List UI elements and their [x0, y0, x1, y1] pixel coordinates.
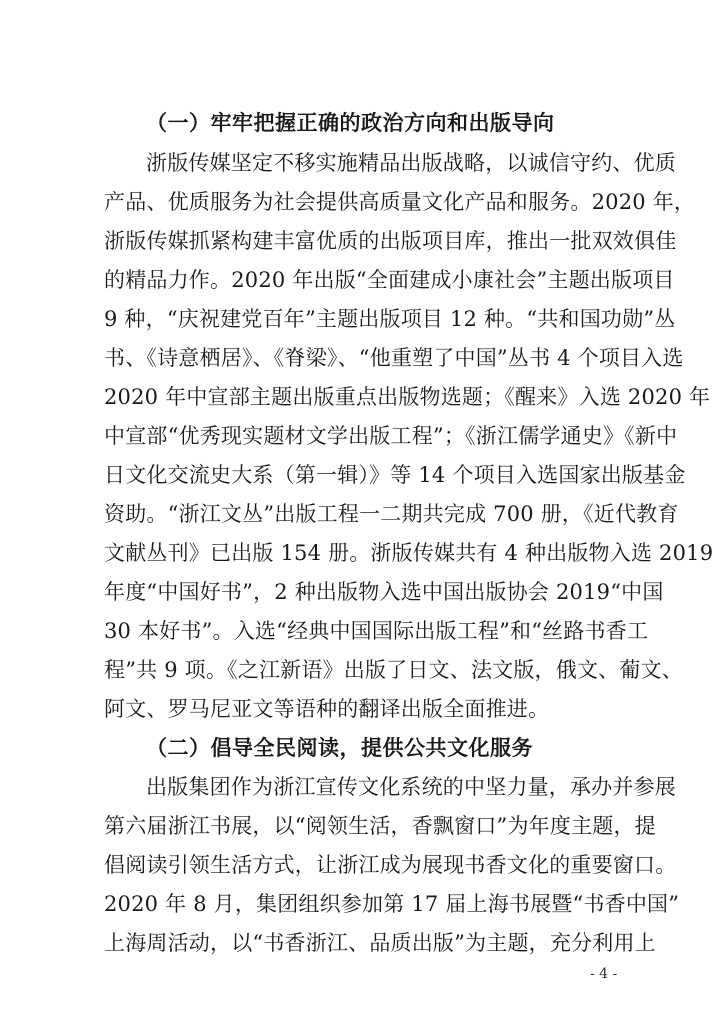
section-1-line-14: 程”共 9 项。《之江新语》出版了日文、法文版，俄文、葡文、	[104, 658, 683, 682]
section-1-line-10: 资助。“浙江文丛”出版工程一二期共完成 700 册，《近代教育	[104, 502, 679, 526]
page-number: - 4 -	[590, 966, 618, 982]
section-2-line-1: 出版集团作为浙江宣传文化系统的中坚力量，承办并参展	[146, 775, 676, 799]
section-2-line-5: 上海周活动，以“书香浙江、品质出版”为主题，充分利用上	[104, 931, 656, 955]
section-1-heading: （一）牢牢把握正确的政治方向和出版导向	[146, 110, 555, 135]
section-1-line-4: 的精品力作。2020 年出版“全面建成小康社会”主题出版项目	[104, 268, 675, 292]
section-1-line-7: 2020 年中宣部主题出版重点出版物选题；《醒来》入选 2020 年	[104, 385, 711, 409]
section-2-line-3: 倡阅读引领生活方式，让浙江成为展现书香文化的重要窗口。	[104, 853, 677, 877]
section-1-line-12: 年度“中国好书”，2 种出版物入选中国出版协会 2019“中国	[104, 580, 664, 604]
section-1-line-9: 日文化交流史大系（第一辑）》等 14 个项目入选国家出版基金	[104, 463, 686, 487]
section-2-heading: （二）倡导全民阅读，提供公共文化服务	[146, 735, 533, 760]
section-1-line-5: 9 种，“庆祝建党百年”主题出版项目 12 种。“共和国功勋”丛	[104, 307, 676, 331]
section-2-line-2: 第六届浙江书展，以“阅领生活，香飘窗口”为年度主题，提	[104, 814, 656, 838]
section-1-line-1: 浙版传媒坚定不移实施精品出版战略，以诚信守约、优质	[146, 151, 676, 175]
section-1-line-2: 产品、优质服务为社会提供高质量文化产品和服务。2020 年，	[104, 190, 696, 214]
section-2-line-4: 2020 年 8 月，集团组织参加第 17 届上海书展暨“书香中国”	[104, 892, 680, 916]
section-1-line-6: 书、《诗意栖居》、《脊梁》、“他重塑了中国”丛书 4 个项目入选	[104, 346, 684, 370]
section-1-line-11: 文献丛刊》已出版 154 册。浙版传媒共有 4 种出版物入选 2019	[104, 541, 714, 565]
section-1-line-3: 浙版传媒抓紧构建丰富优质的出版项目库，推出一批双效俱佳	[104, 229, 677, 253]
section-1-line-8: 中宣部“优秀现实题材文学出版工程”；《浙江儒学通史》《新中	[104, 424, 678, 448]
section-1-line-15: 阿文、罗马尼亚文等语种的翻译出版全面推进。	[104, 697, 550, 721]
section-1-line-13: 30 本好书”。入选“经典中国国际出版工程”和“丝路书香工	[104, 619, 649, 643]
